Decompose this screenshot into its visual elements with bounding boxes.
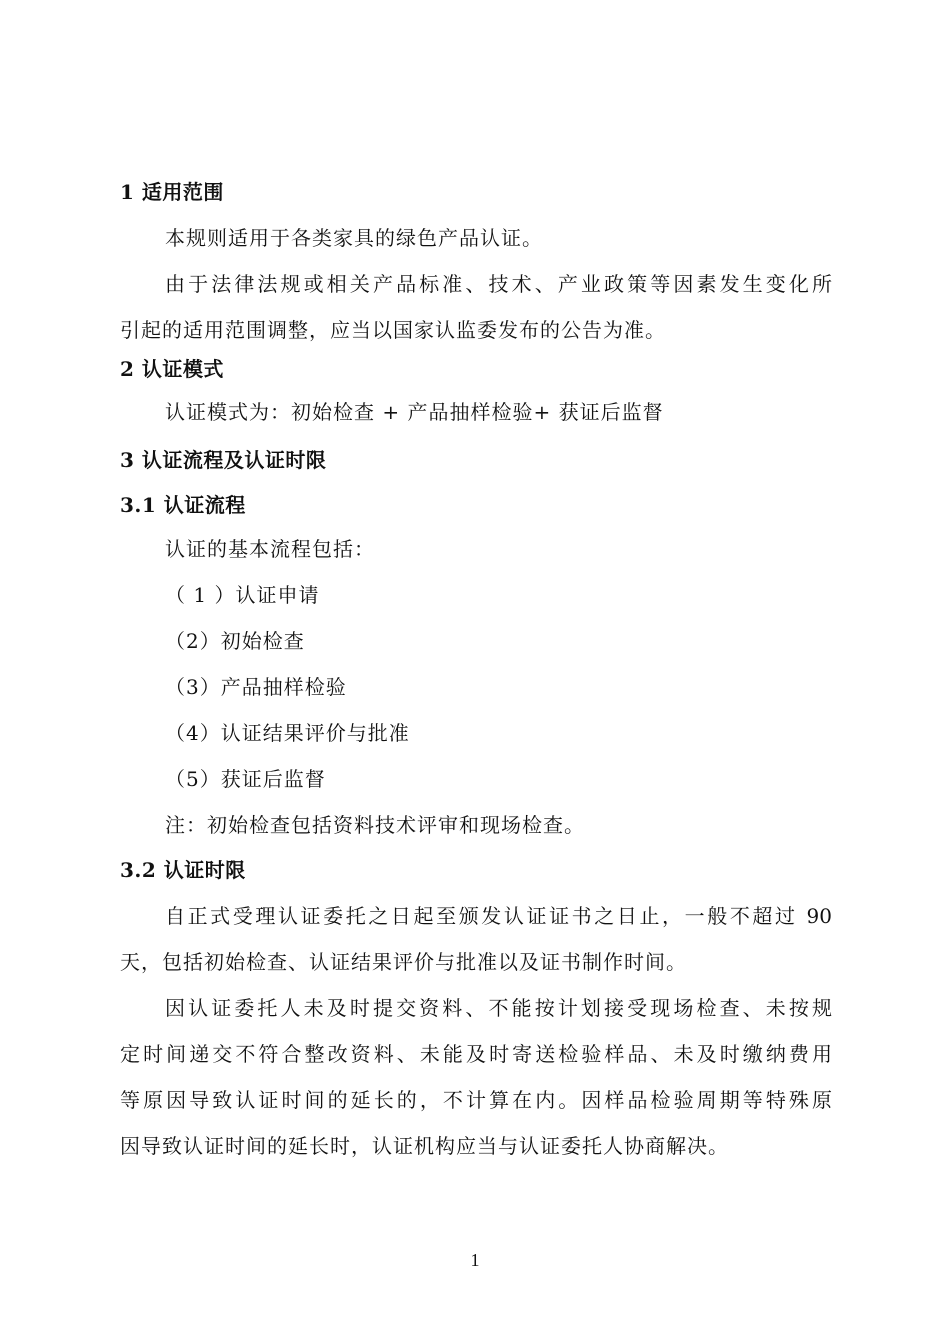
section-3-2-paragraph-2-line-3: 等原因导致认证时间的延长的，不计算在内。因样品检验周期等特殊原 (120, 1088, 832, 1112)
section-3-2-paragraph-2-line-1: 因认证委托人未及时提交资料、不能按计划接受现场检查、未按规 (165, 996, 832, 1020)
section-3-2-paragraph-2-line-2: 定时间递交不符合整改资料、未能及时寄送检验样品、未及时缴纳费用 (120, 1042, 832, 1066)
section-1-heading: 1 适用范围 (120, 180, 224, 204)
section-2-paragraph-1: 认证模式为：初始检查 + 产品抽样检验+ 获证后监督 (165, 400, 664, 424)
section-1-paragraph-1: 本规则适用于各类家具的绿色产品认证。 (165, 226, 543, 250)
page-number: 1 (470, 1250, 480, 1270)
list-item: （3）产品抽样检验 (165, 675, 347, 699)
section-3-heading: 3 认证流程及认证时限 (120, 448, 327, 472)
list-item: （2）初始检查 (165, 629, 305, 653)
section-3-2-paragraph-2-line-4: 因导致认证时间的延长时，认证机构应当与认证委托人协商解决。 (120, 1134, 729, 1158)
section-2-heading: 2 认证模式 (120, 357, 224, 381)
section-3-1-intro: 认证的基本流程包括： (165, 537, 375, 561)
list-item: （4）认证结果评价与批准 (165, 721, 410, 745)
section-3-1-heading: 3.1 认证流程 (120, 493, 246, 517)
section-3-2-paragraph-1-line-2: 天，包括初始检查、认证结果评价与批准以及证书制作时间。 (120, 950, 687, 974)
list-item: （ 1 ）认证申请 (165, 583, 320, 607)
section-1-paragraph-2-line-2: 引起的适用范围调整，应当以国家认监委发布的公告为准。 (120, 318, 666, 342)
section-3-2-paragraph-1-line-1: 自正式受理认证委托之日起至颁发认证证书之日止，一般不超过 90 (165, 904, 832, 928)
section-3-2-heading: 3.2 认证时限 (120, 858, 246, 882)
section-3-1-note: 注：初始检查包括资料技术评审和现场检查。 (165, 813, 585, 837)
list-item: （5）获证后监督 (165, 767, 326, 791)
section-1-paragraph-2-line-1: 由于法律法规或相关产品标准、技术、产业政策等因素发生变化所 (165, 272, 832, 296)
